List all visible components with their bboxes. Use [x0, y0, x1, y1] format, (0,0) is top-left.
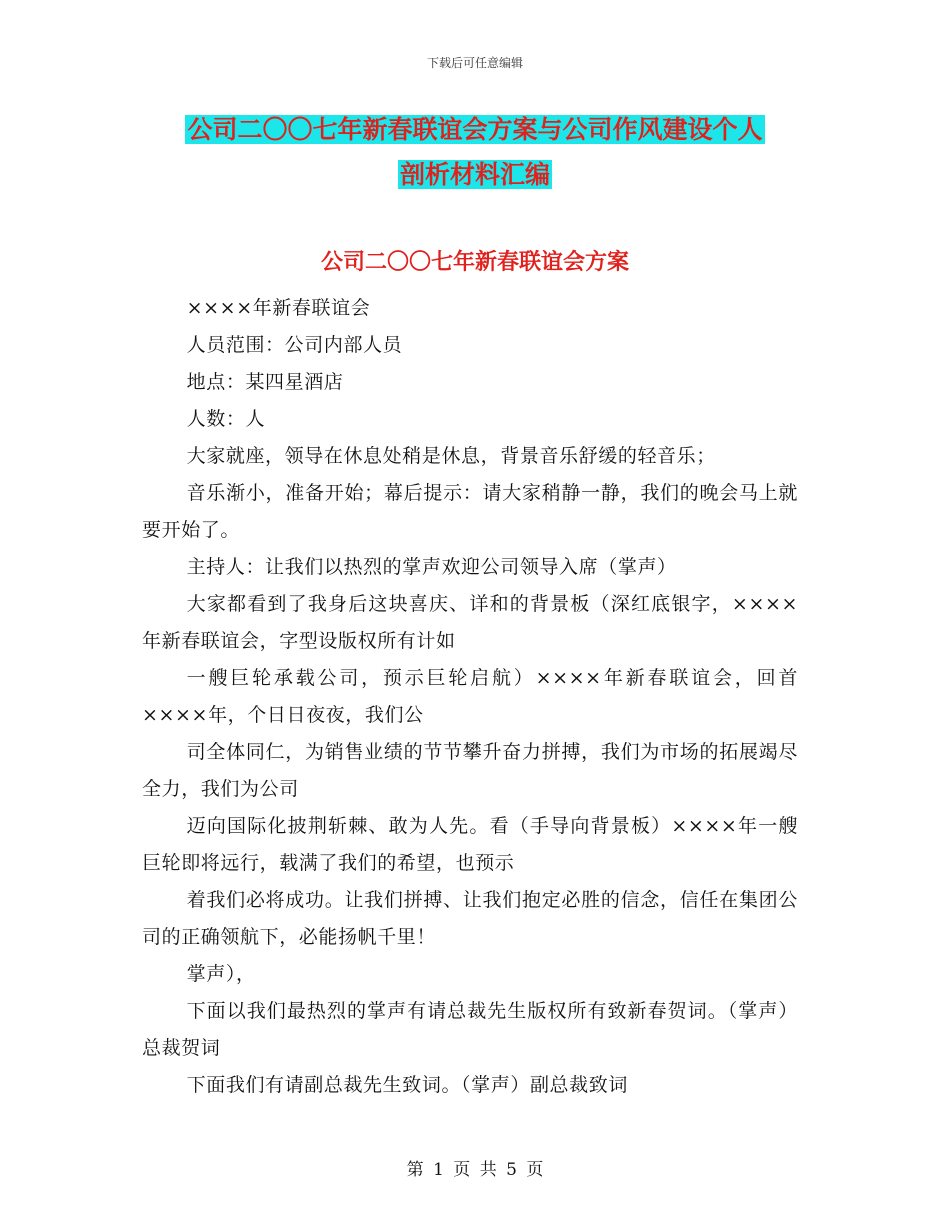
page-number-footer: 第 1 页 共 5 页 — [406, 1160, 544, 1180]
document-title-line-2 — [0, 153, 950, 197]
document-title-text-1: 公司二〇〇七年新春联谊会方案与公司作风建设个人 — [187, 115, 763, 144]
document-body — [142, 290, 798, 1104]
document-title-text-2: 剖析材料汇编 — [399, 160, 550, 189]
paragraph: 大家就座，领导在休息处稍是休息，背景音乐舒缓的轻音乐； — [186, 445, 716, 467]
paragraph: 着我们必将成功。让我们拼搏、让我们抱定必胜的信念，信任在集团公司的正确领航下，必能扬帆千里！ — [142, 889, 798, 948]
paragraph: 人数：人 — [186, 408, 266, 430]
paragraph: 主持人：让我们以热烈的掌声欢迎公司领导入席（掌声） — [186, 556, 677, 578]
paragraph: 大家都看到了我身后这块喜庆、详和的背景板（深红底银字，××××年新春联谊会，字型设版权所有计如 — [142, 593, 798, 652]
paragraph: 一艘巨轮承载公司，预示巨轮启航）××××年新春联谊会，回首××××年，个日日夜夜，我们公 — [142, 667, 798, 726]
paragraph: 掌声）， — [186, 963, 256, 985]
document-title-line-1 — [0, 108, 950, 152]
header-note: 下载后可任意编辑 — [426, 56, 523, 70]
paragraph: ××××年新春联谊会 — [186, 297, 371, 319]
paragraph: 迈向国际化披荆斩棘、敢为人先。看（手导向背景板）××××年一艘巨轮即将远行，载满了我们的希望，也预示 — [142, 815, 798, 874]
paragraph: 下面我们有请副总裁先生致词。（掌声）副总裁致词 — [186, 1074, 628, 1096]
paragraph: 司全体同仁，为销售业绩的节节攀升奋力拼搏，我们为市场的拓展竭尽全力，我们为公司 — [142, 741, 798, 800]
section-title: 公司二〇〇七年新春联谊会方案 — [320, 250, 629, 275]
paragraph: 下面以我们最热烈的掌声有请总裁先生版权所有致新春贺词。（掌声）总裁贺词 — [142, 1000, 798, 1059]
paragraph: 地点：某四星酒店 — [186, 371, 344, 393]
paragraph: 音乐渐小，准备开始；幕后提示：请大家稍静一静，我们的晚会马上就要开始了。 — [142, 482, 798, 541]
paragraph: 人员范围：公司内部人员 — [186, 334, 403, 356]
